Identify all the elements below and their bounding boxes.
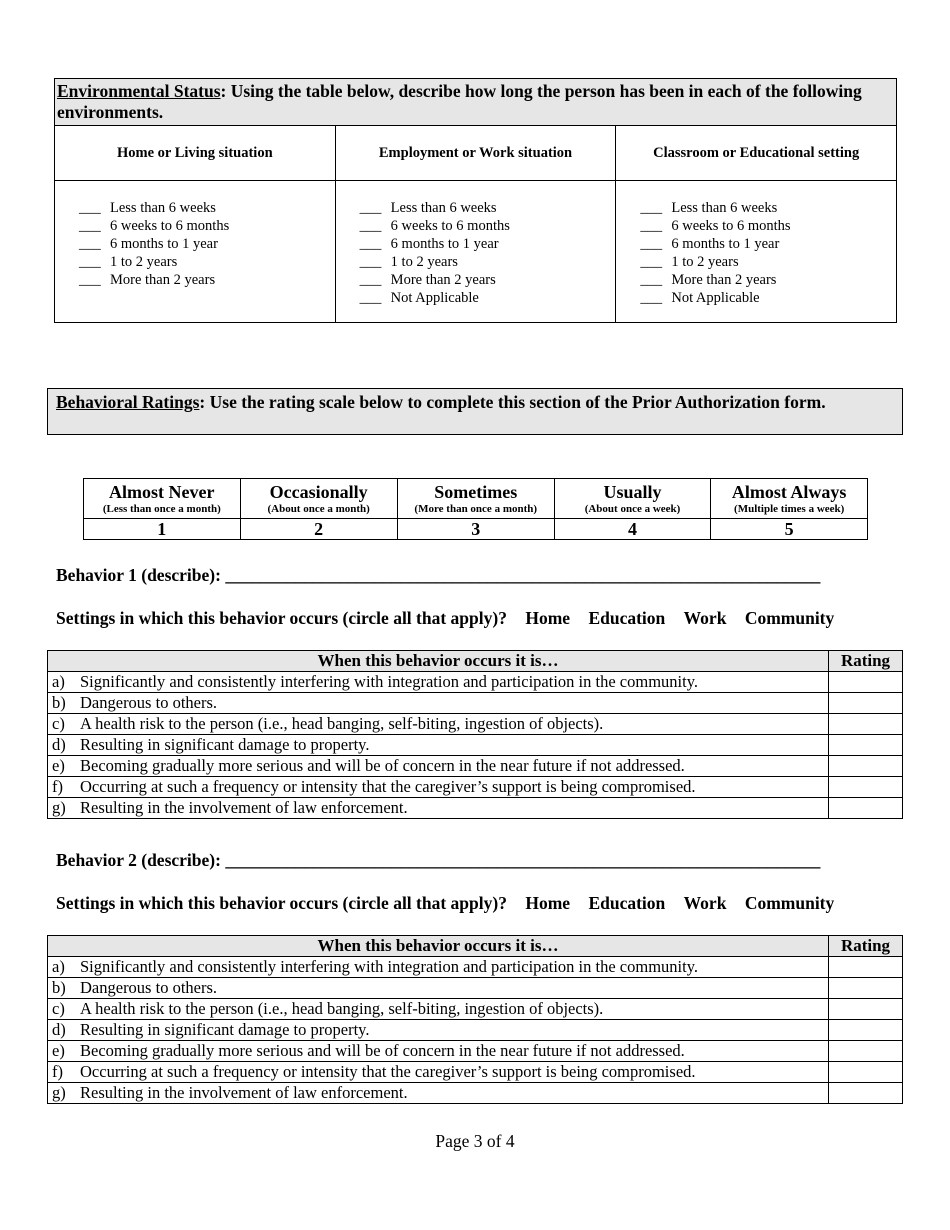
env-option[interactable]: ___ 1 to 2 years — [359, 254, 458, 270]
rating-cell[interactable] — [829, 798, 903, 819]
scale-label: Occasionally — [269, 482, 368, 502]
behavioral-ratings-heading — [47, 388, 903, 435]
table-row: b) Dangerous to others. — [48, 978, 903, 999]
rating-cell[interactable] — [829, 1041, 903, 1062]
setting-option-work[interactable]: Work — [683, 608, 727, 628]
scale-sub: (More than once a month) — [414, 503, 538, 515]
env-option[interactable]: ___ 1 to 2 years — [79, 254, 178, 270]
env-column-employment — [336, 126, 617, 322]
table-row: d) Resulting in significant damage to property. — [48, 1020, 903, 1041]
setting-option-work[interactable]: Work — [683, 893, 727, 913]
setting-option-home[interactable]: Home — [525, 893, 571, 913]
table-row: c) A health risk to the person (i.e., head banging, self-biting, ingestion of objects). — [48, 999, 903, 1020]
table-row: c) A health risk to the person (i.e., head banging, self-biting, ingestion of objects). — [48, 714, 903, 735]
rating-cell[interactable] — [829, 735, 903, 756]
behavior-describe-field[interactable]: ____________________________________________________________________ — [225, 850, 821, 870]
scale-value: 2 — [240, 519, 397, 540]
scale-value: 5 — [711, 519, 868, 540]
table-row: e) Becoming gradually more serious and will be of concern in the near future if not addressed. — [48, 1041, 903, 1062]
environmental-status-heading — [55, 79, 896, 126]
scale-cell — [711, 479, 868, 519]
scale-cell — [84, 479, 241, 519]
env-option[interactable]: ___ More than 2 years — [640, 272, 777, 288]
behavior-1-table — [47, 650, 903, 819]
rating-cell[interactable] — [829, 714, 903, 735]
env-column-home — [55, 126, 336, 322]
setting-option-home[interactable]: Home — [525, 608, 571, 628]
env-option[interactable]: ___ 6 months to 1 year — [359, 236, 499, 252]
behavior-2-table — [47, 935, 903, 1104]
rating-cell[interactable] — [829, 693, 903, 714]
rating-cell[interactable] — [829, 1020, 903, 1041]
setting-option-education[interactable]: Education — [588, 608, 666, 628]
scale-label: Sometimes — [434, 482, 518, 502]
behavior-describe-label: Behavior 1 (describe): — [56, 565, 226, 585]
rating-cell[interactable] — [829, 1083, 903, 1104]
table-row: a) Significantly and consistently interfering with integration and participation in the community. — [48, 957, 903, 978]
behavioral-ratings-title: Behavioral Ratings — [56, 392, 200, 412]
table-row: b) Dangerous to others. — [48, 693, 903, 714]
behavior-1-settings — [56, 608, 834, 629]
rating-cell[interactable] — [829, 957, 903, 978]
settings-prompt: Settings in which this behavior occurs (circle all that apply)? — [56, 608, 507, 628]
env-option[interactable]: ___ 1 to 2 years — [640, 254, 739, 270]
rating-header: Rating — [829, 651, 903, 672]
behavior-table-header: When this behavior occurs it is… — [48, 651, 829, 672]
behavior-table-header: When this behavior occurs it is… — [48, 936, 829, 957]
table-row: f) Occurring at such a frequency or intensity that the caregiver’s support is being compromised. — [48, 777, 903, 798]
env-column-classroom — [616, 126, 896, 322]
setting-option-education[interactable]: Education — [588, 893, 666, 913]
env-column-header: Employment or Work situation — [336, 126, 616, 181]
scale-value: 1 — [84, 519, 241, 540]
scale-sub: (Less than once a month) — [102, 503, 221, 515]
env-column-header: Home or Living situation — [55, 126, 335, 181]
scale-value: 4 — [554, 519, 711, 540]
rating-cell[interactable] — [829, 999, 903, 1020]
behavior-1-describe — [56, 565, 820, 586]
scale-label: Almost Never — [109, 482, 215, 502]
env-option[interactable]: ___ Less than 6 weeks — [79, 200, 216, 216]
settings-prompt: Settings in which this behavior occurs (circle all that apply)? — [56, 893, 507, 913]
scale-cell — [554, 479, 711, 519]
scale-cell — [240, 479, 397, 519]
behavior-2-settings — [56, 893, 834, 914]
table-row: f) Occurring at such a frequency or intensity that the caregiver’s support is being compromised. — [48, 1062, 903, 1083]
scale-sub: (About once a week) — [584, 503, 681, 515]
behavior-describe-field[interactable]: ____________________________________________________________________ — [225, 565, 821, 585]
env-option[interactable]: ___ 6 weeks to 6 months — [640, 218, 791, 234]
table-row: g) Resulting in the involvement of law enforcement. — [48, 798, 903, 819]
env-option[interactable]: ___ 6 months to 1 year — [640, 236, 780, 252]
environmental-status-table — [54, 78, 897, 323]
rating-cell[interactable] — [829, 756, 903, 777]
env-option[interactable]: ___ Not Applicable — [640, 290, 760, 306]
behavior-2-describe — [56, 850, 820, 871]
environmental-status-title: Environmental Status — [57, 81, 221, 101]
rating-cell[interactable] — [829, 777, 903, 798]
env-option[interactable]: ___ More than 2 years — [79, 272, 216, 288]
behavior-describe-label: Behavior 2 (describe): — [56, 850, 226, 870]
rating-header: Rating — [829, 936, 903, 957]
env-option[interactable]: ___ Less than 6 weeks — [359, 200, 497, 216]
rating-cell[interactable] — [829, 672, 903, 693]
table-row: e) Becoming gradually more serious and will be of concern in the near future if not addressed. — [48, 756, 903, 777]
table-row: a) Significantly and consistently interfering with integration and participation in the community. — [48, 672, 903, 693]
env-option[interactable]: ___ 6 weeks to 6 months — [79, 218, 230, 234]
table-row: d) Resulting in significant damage to property. — [48, 735, 903, 756]
environmental-status-instruction: : Using the table below, describe how long the person has been in each of the following environments. — [57, 81, 862, 122]
env-option[interactable]: ___ 6 months to 1 year — [79, 236, 218, 252]
rating-cell[interactable] — [829, 1062, 903, 1083]
scale-cell — [397, 479, 554, 519]
scale-label: Usually — [603, 482, 662, 502]
scale-sub: (About once a month) — [267, 503, 370, 515]
scale-label: Almost Always — [731, 482, 847, 502]
rating-scale-table — [83, 478, 868, 540]
scale-sub: (Multiple times a week) — [734, 503, 845, 515]
env-option[interactable]: ___ Less than 6 weeks — [640, 200, 778, 216]
page-footer: Page 3 of 4 — [435, 1131, 515, 1151]
env-option[interactable]: ___ More than 2 years — [359, 272, 496, 288]
env-option[interactable]: ___ Not Applicable — [359, 290, 479, 306]
setting-option-community[interactable]: Community — [744, 608, 835, 628]
env-column-header: Classroom or Educational setting — [616, 126, 896, 181]
setting-option-community[interactable]: Community — [744, 893, 835, 913]
table-row: g) Resulting in the involvement of law enforcement. — [48, 1083, 903, 1104]
rating-cell[interactable] — [829, 978, 903, 999]
scale-value: 3 — [397, 519, 554, 540]
env-option[interactable]: ___ 6 weeks to 6 months — [359, 218, 510, 234]
behavioral-ratings-instruction: : Use the rating scale below to complete this section of the Prior Authorization form. — [199, 392, 826, 412]
